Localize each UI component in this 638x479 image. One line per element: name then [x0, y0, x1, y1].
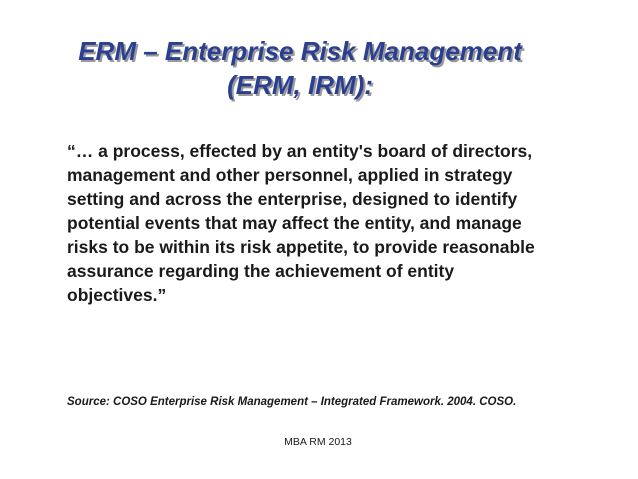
- quote-line: objectives.”: [67, 285, 167, 305]
- definition-quote: [67, 139, 607, 307]
- quote-line: assurance regarding the achievement of entity: [67, 261, 455, 281]
- quote-line: management and other personnel, applied in strategy: [67, 165, 513, 185]
- source-citation: Source: COSO Enterprise Risk Management – Integrated Framework. 2004. COSO.: [67, 396, 517, 408]
- footer-text: MBA RM 2013: [284, 436, 352, 448]
- quote-line: setting and across the enterprise, designed to identify: [67, 189, 518, 209]
- quote-line: risks to be within its risk appetite, to provide reasonable: [67, 237, 535, 257]
- slide-footer: [0, 436, 638, 449]
- slide-title-line-2: (ERM, IRM):: [227, 70, 373, 100]
- quote-line: “… a process, effected by an entity's board of directors,: [67, 141, 533, 161]
- quote-line: potential events that may affect the entity, and manage: [67, 213, 522, 233]
- slide-title: [30, 34, 570, 102]
- slide-title-line-1: ERM – Enterprise Risk Management: [78, 36, 522, 66]
